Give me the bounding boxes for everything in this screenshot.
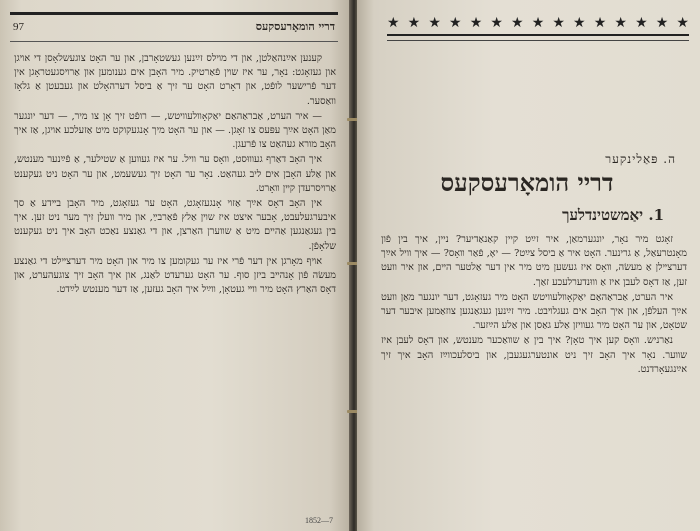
star-icon: ★ — [387, 15, 400, 31]
paragraph: איר הערט, אַבראַהאַם יאַקאָװלעװיטש האָט מיר געזאָגט, דער יונגער מאַן װעט אײַך העלפֿן, און איך האָב אים געגלױבט. מיר זײַנען געגאַנגען צוזאַמען איבער דער שטאָט, און ער האָט מיר געװיזן אַלע גאַסן און אַלע הײַזער. — [381, 291, 687, 332]
story-title: דריי הומאָרעסקעס — [440, 168, 614, 197]
section-heading: 1. יאַמשטינדלעך — [562, 206, 664, 224]
paragraph: נאַרניש. װאָס קען איך טאָן? איך בין אַ שװאַכער מענטש, און דאָס לעבן איז שװער. נאָר איך האָב זיך ניט אונטערגעגעבן, און ביסלעכװײַז האָב איך זיך אײַנגעאָרדנט. — [381, 335, 687, 375]
paragraph: — איר הערט, אַבראַהאַם יאַקאָװלעװיטש, — רופֿט זיך אָן צו מיר, — דער יונגער מאַן האָט אײַך עפּעס צו זאָגן. — און ער האָט מיך אָנגעקוקט מיט אַזעלכע אױגן, אַז איך האָב מורא געהאַט צו פֿרעגן. — [14, 110, 336, 151]
star-icon: ★ — [449, 15, 462, 31]
left-page-header — [10, 12, 338, 42]
star-icon: ★ — [469, 15, 483, 31]
star-icon: ★ — [531, 15, 545, 31]
right-page — [357, 0, 700, 531]
paragraph: אין האָב דאָס אײַך אַזױ אָנגעזאָגט, האָט ער געזאָגט, מיר האָבן בײדע אַ סך איבערגעלעבט, אָבער איצט איז שױן אַלץ פֿאַרבײַ, און מיר װעלן זיך מער ניט זען. איך בין געגאַנגען אַהײם מיט אַ שװערן האַרצן, און די גאַנצע נאַכט האָב איך ניט געקענט שלאָפֿן. — [14, 198, 336, 252]
star-icon: ★ — [490, 15, 503, 31]
left-page-body — [14, 52, 336, 514]
star-icon: ★ — [655, 15, 669, 31]
right-page-body — [381, 233, 687, 525]
author-name: ה. פּאַלינקער — [605, 152, 676, 166]
star-icon: ★ — [511, 15, 524, 31]
star-icon: ★ — [676, 15, 689, 31]
paragraph: אױף מאָרגן אין דער פֿרי איז ער געקומען צו מיר און האָט מיר דערצײלט די גאַנצע מעשׂה פֿון אָנהײב ביזן סוף. ער האָט גערעדט לאַנג, און איך האָב זיך צוגעהערט, און דאָס האַרץ האָט מיר װײ געטאָן, װײַל איך האָב געזען, אַז דער מענטש לײַדט. — [14, 255, 336, 296]
star-icon: ★ — [573, 15, 586, 31]
star-icon: ★ — [614, 15, 627, 31]
banner-rule — [387, 40, 689, 41]
page-number: 97 — [13, 21, 24, 33]
star-icon: ★ — [635, 15, 648, 31]
paragraph: איך האָב דאַרף געװוּסט, װאָס ער װיל. ער איז געװען אַ שטילער, אַ פֿײַנער מענטש, און אַלע האָבן אים ליב געהאַט. נאָר ער האָט זיך געשעמט, און ער האָט ניט געקענט אַרױסרעדן קײן װאָרט. — [14, 154, 336, 194]
running-head: דריי הומאָרעסקעס — [255, 20, 335, 33]
paragraph: קענען אײַנהאַלטן, און די מױלס זײַנען געשטאָרבן, און ער האָט צוגעשלאָסן די אױגן און געזאָגט: נאָר, ער איז שױן פֿאַרטיק. מיר האָבן אים גענומען און אַרױסגעטראָגן אין דער פֿרישער לופֿט, און דאָרט האָט ער זיך אַ ביסל דערהאָלט און געבעטן אַ גלאָז װאַסער. — [14, 53, 336, 107]
footer-signature: 1852—7 — [305, 516, 333, 525]
star-banner — [387, 12, 689, 36]
paragraph: זאָגט מיר נאָר, יונגערמאַן, איר זײַט קיין קאַנאַדיער? ניין, איך בין פֿון מאָנטרעאַל, אַ גרינער. האָט איר אַ ביסל צײַט? — יאָ, פֿאַר װאָס? — איך װיל אײַך דערצײלן אַ מעשׂה, װאָס איז געשען מיט מיר אין דער אַלטער הײם, און איר װעט זען, אַז דאָס לעבן איז אַ װוּנדערלעכע זאַך. — [381, 234, 687, 288]
star-icon: ★ — [552, 15, 565, 31]
star-icon: ★ — [407, 15, 421, 31]
star-icon: ★ — [593, 15, 607, 31]
star-icon: ★ — [428, 15, 441, 31]
